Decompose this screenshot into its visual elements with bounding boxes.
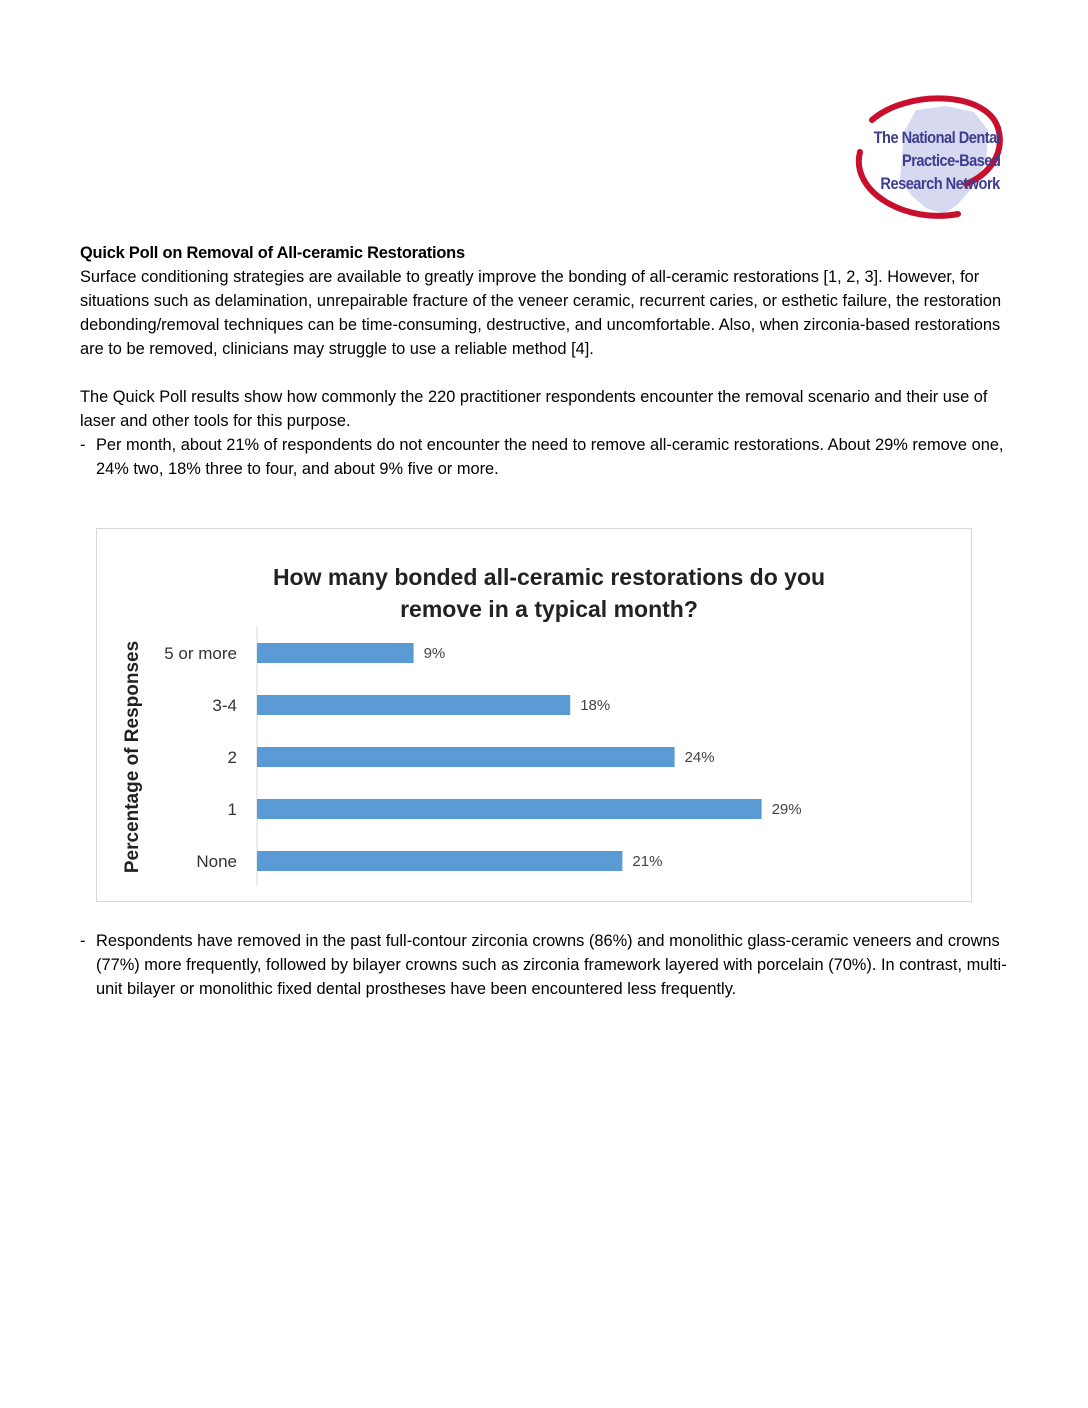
bullet-marker: -: [80, 436, 86, 454]
category-label: None: [196, 852, 237, 871]
chart-title: How many bonded all-ceramic restorations do you remove in a typical month?: [272, 564, 826, 622]
logo-line-2: Practice-Based: [901, 151, 1000, 170]
document-body: [80, 241, 1010, 481]
bullet-item: [80, 433, 1010, 481]
bullet-marker: -: [80, 932, 86, 950]
second-bullet: [80, 929, 1010, 1001]
data-label: 29%: [771, 801, 802, 818]
data-label: 21%: [632, 853, 663, 870]
bar: [257, 643, 414, 663]
y-axis-label: Percentage of Responses: [122, 640, 143, 874]
bullet-text: Respondents have removed in the past full-contour zirconia crowns (86%) and monolithic glass-ceramic veneers and crowns (77%) more frequently, followed by bilayer crowns such as zirconia framework layered with porcelain (70%). In contrast, multi-unit bilayer or monolithic fixed dental prostheses have been encountered less frequently.: [96, 932, 1007, 998]
results-paragraph: The Quick Poll results show how commonly the 220 practitioner respondents encounter the removal scenario and their use of laser and other tools for this purpose.: [80, 388, 988, 430]
category-label: 1: [227, 800, 237, 819]
bar-chart: [96, 528, 972, 902]
document-heading: Quick Poll on Removal of All-ceramic Restorations: [80, 244, 465, 262]
data-label: 24%: [684, 749, 715, 766]
network-logo: [846, 92, 1006, 224]
category-label: 5 or more: [164, 644, 237, 663]
category-label: 3-4: [212, 696, 237, 715]
data-label: 18%: [580, 697, 611, 714]
logo-line-1: The National Dental: [873, 128, 1000, 147]
logo-line-3: Research Network: [880, 174, 1000, 193]
data-label: 9%: [423, 645, 446, 662]
bullet-item: [80, 929, 1010, 1001]
chart-plot-area: [97, 529, 973, 903]
intro-paragraph: Surface conditioning strategies are available to greatly improve the bonding of all-ceramic restorations [1, 2, 3]. However, for situations such as delamination, unrepairable fracture of the veneer ceramic, recurrent caries, or esthetic failure, the restoration debonding/removal techniques can be time-consuming, destructive, and uncomfortable. Also, when zirconia-based restorations are to be removed, clinicians may struggle to use a reliable method [4].: [80, 268, 1002, 358]
bar: [257, 799, 762, 819]
bar: [257, 851, 622, 871]
category-label: 2: [227, 748, 237, 767]
bar: [257, 747, 675, 767]
bullet-text: Per month, about 21% of respondents do not encounter the need to remove all-ceramic restorations. About 29% remove one, 24% two, 18% three to four, and about 9% five or more.: [96, 436, 1004, 478]
bar: [257, 695, 570, 715]
